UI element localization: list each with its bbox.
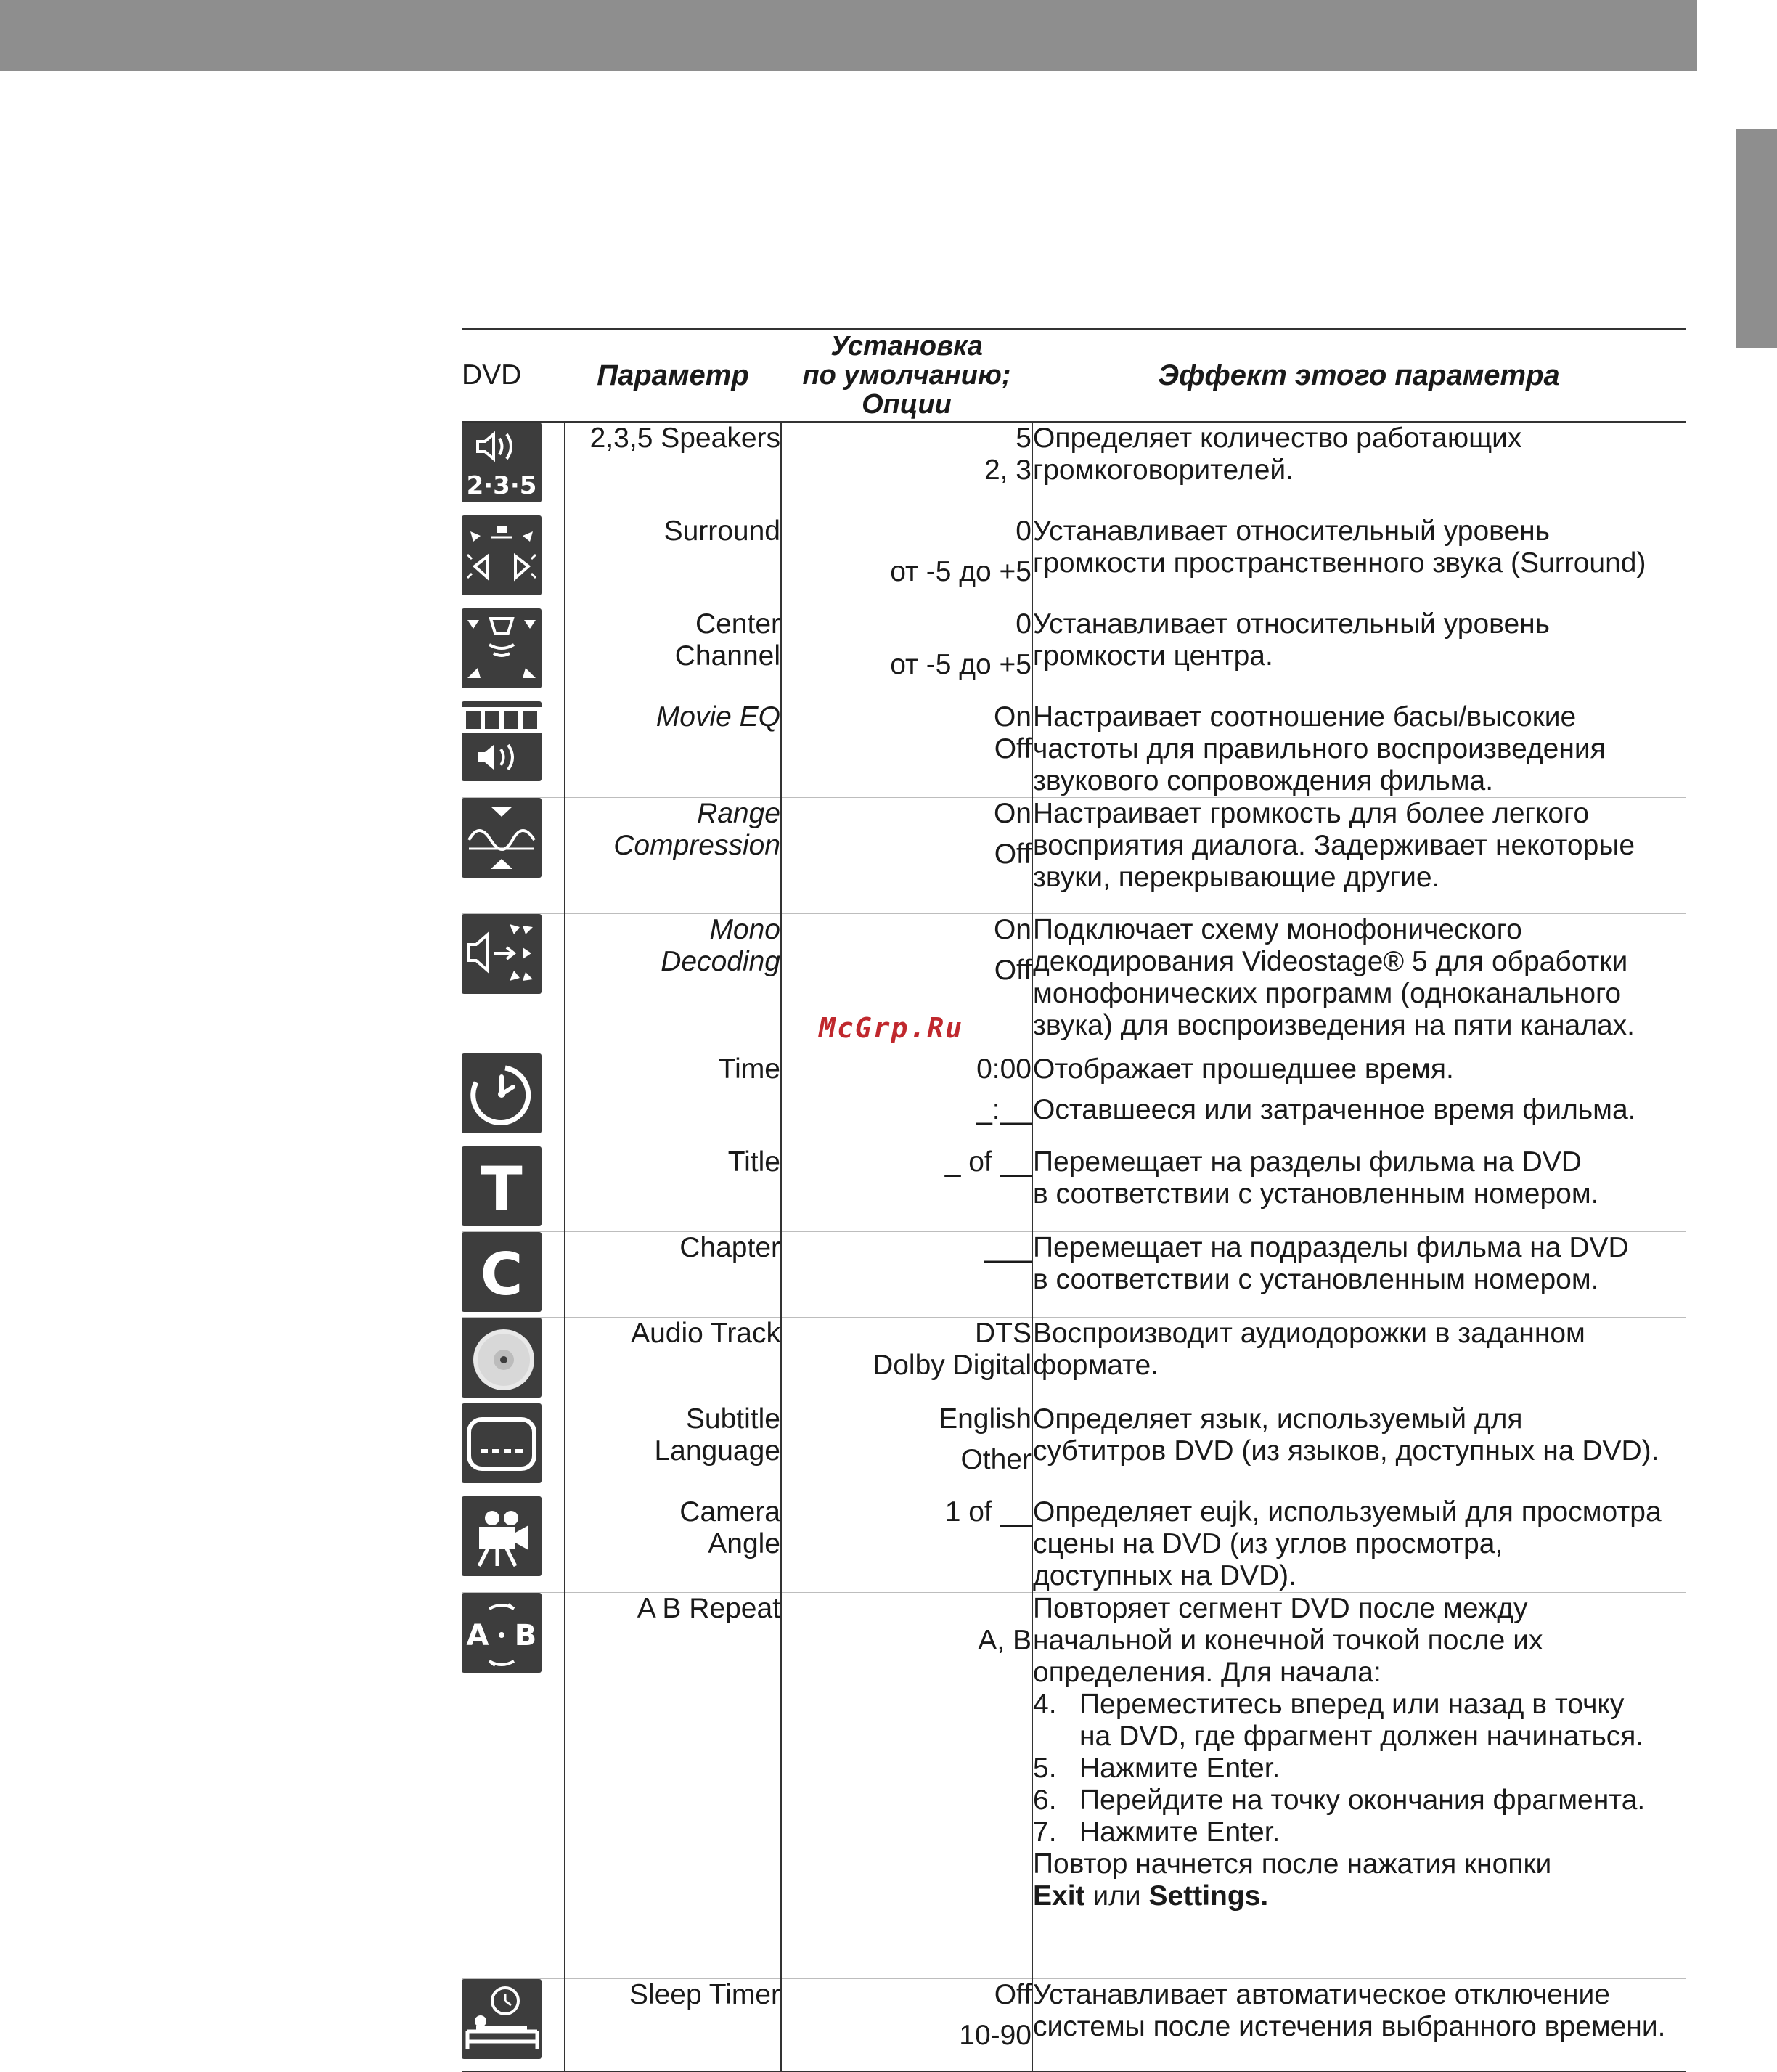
- chapter-icon: [462, 1232, 542, 1312]
- effect-text: Устанавливает автоматическое отключение: [1033, 1978, 1610, 2010]
- effect-text: определения. Для начала:: [1033, 1656, 1381, 1688]
- default-option: 0: [1016, 515, 1032, 547]
- effect-text: Определяет eujk, используемый для просмотра: [1033, 1496, 1662, 1528]
- parameter-name: Mono: [709, 913, 780, 945]
- side-gray-tab: [1736, 129, 1777, 348]
- audio-track-icon: [462, 1318, 542, 1398]
- default-options-cell: [781, 422, 1032, 515]
- table-row: [462, 797, 1686, 913]
- step-number: 4.: [1033, 1688, 1057, 1720]
- effect-text: Определяет количество работающих: [1033, 423, 1522, 454]
- parameter-cell: [565, 422, 781, 515]
- effect-text: декодирования Videostage® 5 для обработки: [1033, 945, 1628, 977]
- default-options-cell: [781, 608, 1032, 701]
- mono-decoding-icon: [462, 914, 542, 994]
- speakers-235-icon: [462, 423, 542, 502]
- step-item: [1033, 1816, 1686, 1848]
- default-options-cell: [781, 1317, 1032, 1403]
- effect-text: Настраивает громкость для более легкого: [1033, 797, 1590, 829]
- parameter-cell: [565, 608, 781, 701]
- parameter-cell: [565, 797, 781, 913]
- parameter-name: Time: [718, 1053, 780, 1085]
- table-row: [462, 1146, 1686, 1231]
- default-option: _:__: [976, 1093, 1032, 1125]
- effect-cell: [1032, 1317, 1686, 1403]
- header-effect: Эффект этого параметра: [1032, 329, 1686, 422]
- effect-text: доступных на DVD).: [1033, 1559, 1296, 1591]
- default-option: Off: [994, 1978, 1032, 2010]
- effect-cell: [1032, 1053, 1686, 1146]
- surround-icon: [462, 515, 542, 595]
- parameter-cell: [565, 1317, 781, 1403]
- default-options-cell: [781, 1496, 1032, 1592]
- parameter-name: 2,3,5 Speakers: [589, 423, 780, 454]
- default-option: DTS: [975, 1317, 1032, 1349]
- table-header-row: [462, 329, 1686, 422]
- effect-text: Устанавливает относительный уровень: [1033, 515, 1550, 547]
- parameter-name: Range: [697, 797, 780, 829]
- svg-text:A: A: [466, 1618, 489, 1652]
- effect-cell: [1032, 1403, 1686, 1496]
- default-option: ___: [984, 1231, 1032, 1263]
- effect-text: сцены на DVD (из углов просмотра,: [1033, 1528, 1503, 1559]
- default-option: On: [993, 701, 1032, 733]
- table-row: [462, 1403, 1686, 1496]
- effect-cell: [1032, 701, 1686, 797]
- effect-text: системы после истечения выбранного времени.: [1033, 2010, 1666, 2042]
- effect-cell: [1032, 913, 1686, 1053]
- default-options-cell: [781, 1592, 1032, 1978]
- movie-eq-icon: [462, 701, 542, 781]
- effect-cell: [1032, 1231, 1686, 1317]
- camera-angle-icon: [462, 1496, 542, 1576]
- default-option: English: [939, 1403, 1032, 1435]
- parameter-name: A B Repeat: [565, 1592, 781, 1978]
- effect-cell: [1032, 515, 1686, 608]
- effect-cell: [1032, 1496, 1686, 1592]
- default-option: 5: [1016, 423, 1032, 454]
- effect-cell: [1032, 1978, 1686, 2071]
- table-row: [462, 913, 1686, 1053]
- default-option: On: [993, 913, 1032, 945]
- effect-text: громкоговорителей.: [1033, 454, 1294, 486]
- exit-settings-line: [1033, 1880, 1686, 1912]
- step-item: [1033, 1689, 1686, 1721]
- top-gray-bar: [0, 0, 1697, 71]
- step-number: 6.: [1033, 1784, 1057, 1816]
- default-option: _ of __: [944, 1146, 1032, 1178]
- effect-text: звукового сопровождения фильма.: [1033, 764, 1494, 796]
- default-options-cell: [781, 701, 1032, 797]
- effect-text: Перемещает на разделы фильма на DVD: [1033, 1146, 1582, 1178]
- time-icon: [462, 1053, 542, 1133]
- step-text: Нажмите Enter.: [1079, 1816, 1280, 1848]
- table-row-sleep-timer: [462, 1978, 1686, 2071]
- effect-cell: [1032, 422, 1686, 515]
- effect-text: субтитров DVD (из языков, доступных на DVD).: [1033, 1435, 1659, 1467]
- parameter-cell: [565, 515, 781, 608]
- default-options-cell: [781, 1978, 1032, 2071]
- default-option: Off: [994, 838, 1032, 870]
- step-text: на DVD, где фрагмент должен начинаться.: [1079, 1720, 1644, 1752]
- effect-text: в соответствии с установленным номером.: [1033, 1263, 1599, 1295]
- effect-text: в соответствии с установленным номером.: [1033, 1178, 1599, 1210]
- parameter-name: Sleep Timer: [565, 1978, 781, 2071]
- step-text: Нажмите Enter.: [1079, 1752, 1280, 1784]
- effect-text: Настраивает соотношение басы/высокие: [1033, 701, 1577, 733]
- effect-text: Устанавливает относительный уровень: [1033, 608, 1550, 640]
- parameter-cell: [565, 1496, 781, 1592]
- svg-text:B: B: [514, 1618, 537, 1652]
- header-default-options: Установка по умолчанию; Опции: [781, 329, 1032, 422]
- parameter-cell: [565, 1146, 781, 1231]
- effect-text: Оставшееся или затраченное время фильма.: [1033, 1093, 1636, 1125]
- default-option: On: [993, 797, 1032, 829]
- default-option: Other: [960, 1443, 1032, 1475]
- step-item: [1033, 1753, 1686, 1785]
- default-option: 0: [1016, 608, 1032, 640]
- table-row: [462, 608, 1686, 701]
- table-row: [462, 701, 1686, 797]
- default-options-cell: [781, 1053, 1032, 1146]
- effect-text: начальной и конечной точкой после их: [1033, 1624, 1543, 1656]
- svg-text:2·3·5: 2·3·5: [466, 471, 537, 500]
- effect-text: Воспроизводит аудиодорожки в заданном: [1033, 1317, 1585, 1349]
- parameter-cell: [565, 913, 781, 1053]
- default-option: Off: [994, 733, 1032, 764]
- or-text: или: [1084, 1880, 1149, 1912]
- center-channel-icon: [462, 608, 542, 688]
- effect-cell: [1032, 608, 1686, 701]
- table-row-ab-repeat: [462, 1592, 1686, 1978]
- parameter-cell: [565, 1403, 781, 1496]
- effect-text: звука) для воспроизведения на пяти каналах.: [1033, 1009, 1635, 1041]
- table-row: [462, 515, 1686, 608]
- parameter-name: Surround: [663, 515, 780, 547]
- table-row: [462, 422, 1686, 515]
- table-row: [462, 1317, 1686, 1403]
- parameter-name: Language: [654, 1435, 780, 1467]
- effect-text: Отображает прошедшее время.: [1033, 1053, 1454, 1085]
- effect-text: монофонических программ (одноканального: [1033, 977, 1622, 1009]
- step-text: Переместитесь вперед или назад в точку: [1079, 1688, 1625, 1720]
- parameter-name: Decoding: [661, 945, 780, 977]
- svg-text:C: C: [480, 1240, 523, 1308]
- parameter-cell: [565, 701, 781, 797]
- step-item: [1033, 1785, 1686, 1816]
- default-option: A, B: [978, 1624, 1032, 1656]
- default-options-cell: [781, 1403, 1032, 1496]
- parameter-name: Camera: [679, 1496, 780, 1528]
- parameter-name: Movie EQ: [655, 701, 780, 733]
- step-number: 5.: [1033, 1752, 1057, 1784]
- default-option: от -5 до +5: [890, 648, 1032, 680]
- sleep-timer-icon: [462, 1979, 542, 2059]
- parameter-name: Channel: [674, 640, 780, 672]
- header-dvd: DVD: [462, 329, 565, 422]
- subtitle-language-icon: [462, 1403, 542, 1483]
- default-option: 1 of __: [944, 1496, 1032, 1528]
- parameter-name: Compression: [613, 829, 780, 861]
- parameter-name: Subtitle: [685, 1403, 780, 1435]
- header-parameter: Параметр: [565, 329, 781, 422]
- default-option: 10-90: [959, 2019, 1032, 2051]
- effect-text: Определяет язык, используемый для: [1033, 1403, 1523, 1435]
- parameter-name: Audio Track: [631, 1317, 780, 1349]
- default-option: 2, 3: [984, 454, 1032, 486]
- effect-text: частоты для правильного воспроизведения: [1033, 733, 1606, 764]
- exit-keyword: Exit: [1033, 1880, 1085, 1912]
- parameter-cell: [565, 1231, 781, 1317]
- default-options-cell: [781, 1146, 1032, 1231]
- effect-cell: [1032, 1146, 1686, 1231]
- effect-text: громкости центра.: [1033, 640, 1273, 672]
- effect-text: Повторяет сегмент DVD после между: [1033, 1592, 1528, 1624]
- table-row: [462, 1231, 1686, 1317]
- effect-text: восприятия диалога. Задерживает некоторые: [1033, 829, 1635, 861]
- settings-keyword: Settings.: [1148, 1880, 1269, 1912]
- ab-repeat-icon: [462, 1593, 542, 1673]
- effect-cell: [1032, 1592, 1686, 1978]
- parameter-name: Title: [727, 1146, 780, 1178]
- table-row: [462, 1496, 1686, 1592]
- parameter-name: Center: [695, 608, 780, 640]
- effect-text: Повтор начнется после нажатия кнопки: [1033, 1848, 1552, 1880]
- effect-text: формате.: [1033, 1349, 1159, 1381]
- table-row: [462, 1053, 1686, 1146]
- effect-text: громкости пространственного звука (Surround): [1033, 547, 1646, 579]
- default-options-cell: [781, 515, 1032, 608]
- parameter-name: Chapter: [679, 1231, 780, 1263]
- effect-text: Перемещает на подразделы фильма на DVD: [1033, 1231, 1629, 1263]
- default-options-cell: [781, 797, 1032, 913]
- parameter-cell: [565, 1053, 781, 1146]
- effect-text: звуки, перекрывающие другие.: [1033, 861, 1440, 893]
- step-number: 7.: [1033, 1816, 1057, 1848]
- default-option: Off: [994, 954, 1032, 986]
- dvd-settings-table: [462, 328, 1686, 2072]
- default-options-cell: [781, 1231, 1032, 1317]
- title-icon: [462, 1146, 542, 1226]
- range-compression-icon: [462, 798, 542, 878]
- default-option: от -5 до +5: [890, 555, 1032, 587]
- parameter-name: Angle: [708, 1528, 780, 1559]
- watermark: McGrp.Ru: [819, 1012, 964, 1044]
- effect-text: Подключает схему монофонического: [1033, 913, 1522, 945]
- effect-cell: [1032, 797, 1686, 913]
- svg-text:T: T: [481, 1153, 523, 1225]
- default-option: 0:00: [976, 1053, 1032, 1085]
- step-text: Перейдите на точку окончания фрагмента.: [1079, 1784, 1646, 1816]
- default-option: Dolby Digital: [873, 1349, 1032, 1381]
